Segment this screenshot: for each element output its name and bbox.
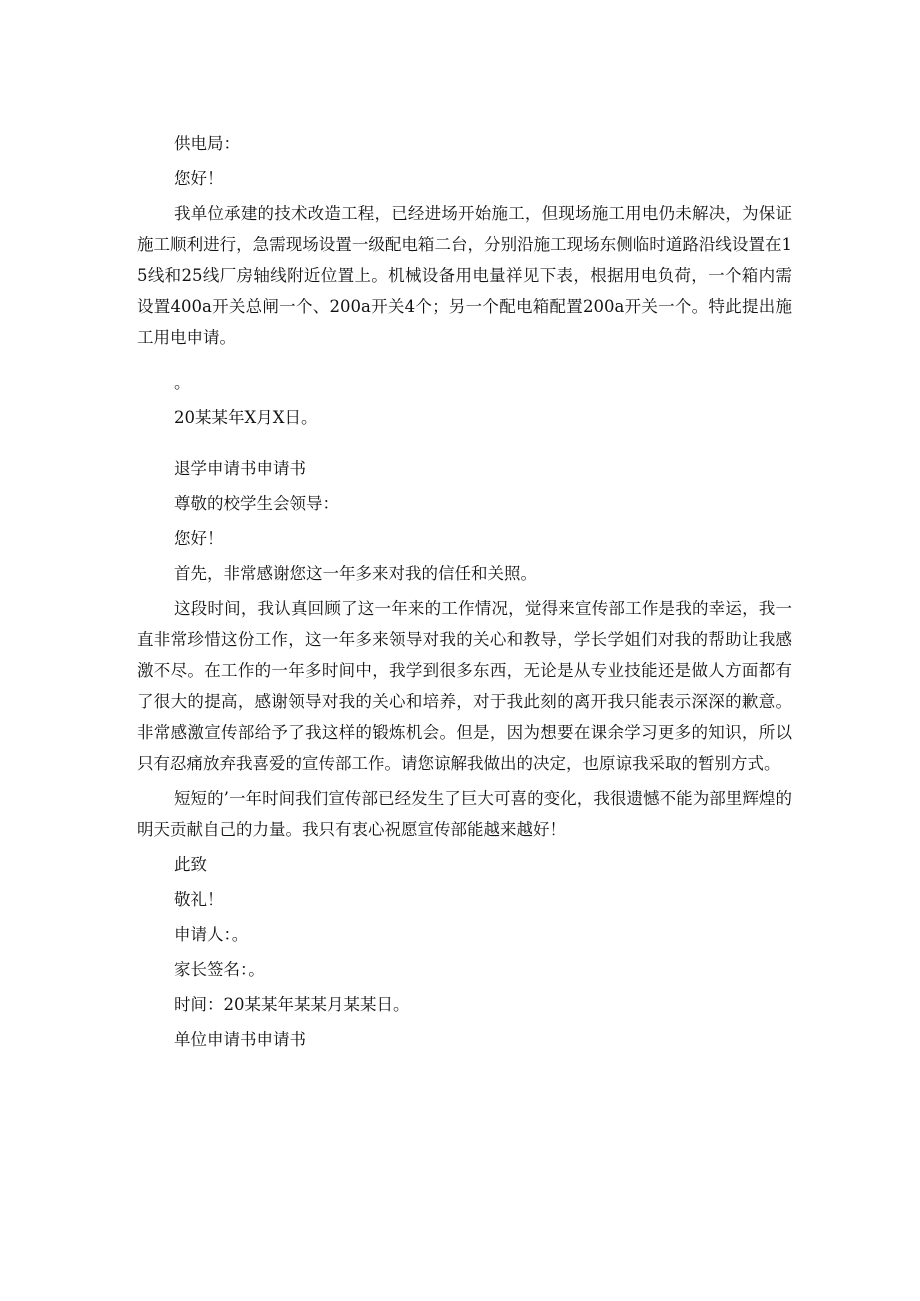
letter1-greeting: 您好！ <box>174 169 224 188</box>
letter2-para3: 短短的’一年时间我们宣传部已经发生了巨大可喜的变化，我很遗憾不能为部里辉煌的明天贡献自己的力量。我只有衷心祝愿宣传部能越来越好！ <box>137 789 792 839</box>
letter2-applicant: 申请人：。 <box>174 925 249 944</box>
letter1-body: 我单位承建的技术改造工程，已经进场开始施工，但现场施工用电仍未解决，为保证施工顺利进行，急需现场设置一级配电箱二台，分别沿施工现场东侧临时道路沿线设置在15线和25线厂房轴线附近位置上。机械设备用电量祥见下表，根据用电负荷，一个箱内需设置400a开关总闸一个、200a开关4个；另一个配电箱配置200a开关一个。特此提出施工用电申请。 <box>137 204 792 347</box>
letter2-closing2: 敬礼！ <box>174 890 224 909</box>
letter2-parent-signature: 家长签名：。 <box>174 960 265 979</box>
letter3-title: 单位申请书申请书 <box>174 1030 306 1049</box>
letter2-closing1: 此致 <box>174 855 207 874</box>
letter1-salutation: 供电局： <box>174 134 240 153</box>
letter2-para2: 这段时间，我认真回顾了这一年来的工作情况，觉得来宣传部工作是我的幸运，我一直非常珍惜这份工作，这一年多来领导对我的关心和教导，学长学姐们对我的帮助让我感激不尽。在工作的一年多时间中，我学到很多东西，无论是从专业技能还是做人方面都有了很大的提高，感谢领导对我的关心和培养，对于我此刻的离开我只能表示深深的歉意。非常感激宣传部给予了我这样的锻炼机会。但是，因为想要在课余学习更多的知识，所以只有忍痛放弃我喜爱的宣传部工作。请您谅解我做出的决定，也原谅我采取的暂别方式。 <box>137 599 792 773</box>
letter2-salutation: 尊敬的校学生会领导： <box>174 494 339 513</box>
letter2-greeting: 您好！ <box>174 529 224 548</box>
letter2-title: 退学申请书申请书 <box>174 459 306 478</box>
letter2-para1: 首先，非常感谢您这一年多来对我的信任和关照。 <box>174 564 537 583</box>
letter2-time: 时间：20某某年某某月某某日。 <box>174 995 410 1014</box>
document-content <box>137 128 792 1059</box>
letter1-sign-line: 。 <box>174 373 191 392</box>
letter1-date: 20某某年X月X日。 <box>174 408 318 427</box>
